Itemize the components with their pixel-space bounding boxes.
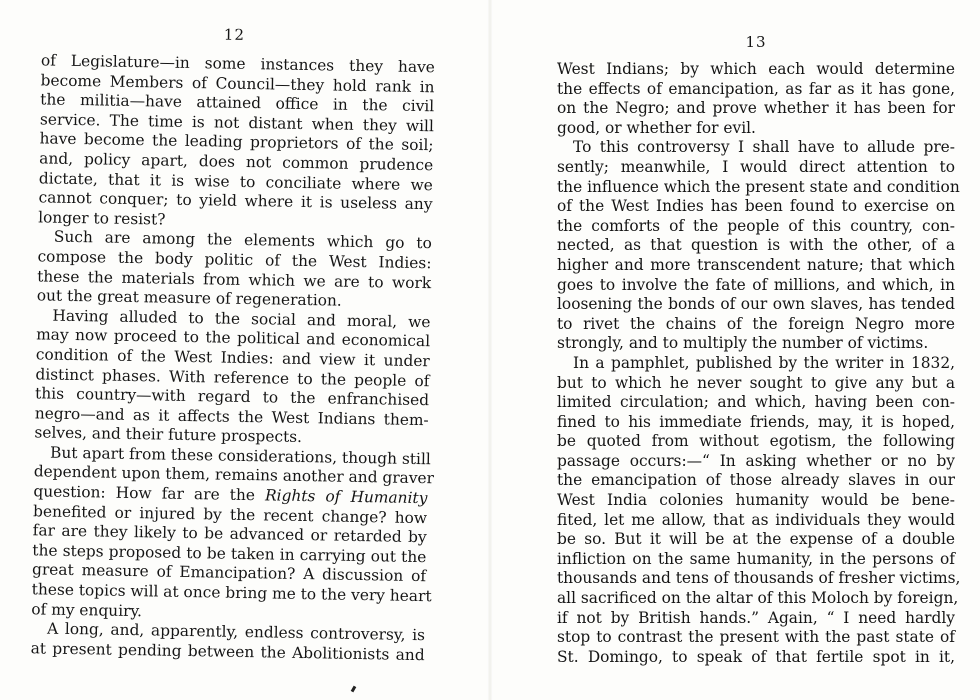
text-line — [557, 609, 955, 629]
text-line — [557, 413, 955, 433]
text-line-content: stop to contrast the present with the past state of — [557, 628, 955, 647]
text-line-content: but to which he never sought to give any but a — [557, 373, 955, 392]
text-line — [557, 550, 955, 570]
text-line — [557, 491, 955, 511]
text-line-content: fited, let me allow, that as individuals they would — [557, 510, 955, 529]
text-line-content: strongly, and to multiply the number of victims. — [557, 334, 929, 353]
text-line — [557, 374, 955, 394]
text-line-content: become Members of Council—they hold rank in — [40, 70, 435, 96]
text-line-content: infliction on the same humanity, in the persons of — [557, 549, 955, 568]
text-line-content: on the Negro; and prove whether it has been for — [557, 99, 955, 118]
text-line-content: all sacrificed on the altar of this Moloch by foreign, — [557, 589, 959, 608]
book-gutter — [487, 0, 493, 700]
text-line-content: the comforts of the people of this country, con- — [557, 216, 955, 235]
text-line-content: far are they likely to be advanced or retarded by — [32, 521, 427, 547]
text-line-content: longer to resist? — [38, 208, 166, 229]
text-line-content: fined to his immediate friends, may, it is hoped, — [557, 412, 955, 431]
text-line-content: West Indians; by which each would determine — [557, 60, 955, 78]
text-line-content: if not by British hands.” Again, “ I need hardly — [557, 608, 955, 627]
text-line-content: To this controversy I shall have to allude pre- — [573, 138, 955, 157]
italic-phrase: Rights of Humanity — [264, 486, 428, 508]
text-line-content: to rivet the chains of the foreign Negro more — [557, 314, 955, 333]
text-line — [557, 432, 955, 452]
text-line — [557, 60, 955, 80]
page-number-right: 13 — [745, 33, 767, 51]
text-line-content: the effects of emancipation, as far as it has gone, — [557, 79, 955, 98]
text-line — [557, 354, 955, 374]
text-line — [557, 80, 955, 100]
text-line-content: dependent upon them, remains another and graver — [33, 462, 435, 488]
text-line-content: the emancipation of those already slaves in our — [557, 471, 955, 490]
text-line — [557, 589, 959, 609]
text-line — [557, 119, 955, 139]
text-line-content: A long, and, apparently, endless controversy, is — [46, 619, 426, 645]
text-line — [557, 569, 961, 589]
text-line-content: West India colonies humanity would be bene- — [557, 491, 955, 510]
text-line — [557, 276, 955, 296]
text-line-content: limited circulation; and which, having been con- — [557, 393, 955, 412]
text-line — [557, 236, 955, 256]
text-line — [557, 158, 955, 178]
text-line — [557, 295, 955, 315]
text-line-content: condition of the West Indies: and view it under — [35, 345, 430, 371]
text-line-content: these topics will at once bring me to the very heart — [31, 580, 432, 606]
text-line-content: negro—and as it affects the West Indians them- — [34, 404, 429, 429]
left-page-text — [31, 51, 436, 665]
text-line-content: higher and more transcendent nature; that which — [557, 255, 955, 274]
text-line — [557, 197, 955, 217]
text-line-content: passage occurs:—“ In asking whether or no by — [557, 451, 955, 470]
text-line-content: be quoted from without egotism, the following — [557, 432, 955, 451]
text-line-content: this country—with regard to the enfranchised — [34, 384, 430, 410]
text-line-content: sently; meanwhile, I would direct attention to — [557, 157, 955, 176]
text-line-content: Such are among the elements which go to — [53, 227, 432, 253]
text-line — [557, 628, 955, 648]
text-line-content: out the great measure of regeneration. — [36, 286, 342, 310]
text-line — [557, 315, 955, 335]
text-line-content: and, policy apart, does not common prudence — [39, 149, 434, 175]
text-line-content: of the West Indies has been found to exercise on — [557, 197, 955, 216]
text-line-content: cannot conquer; to yield where it is useless any — [38, 188, 433, 214]
text-line-content: question: How far are the — [33, 482, 256, 505]
text-line-content: In a pamphlet, published by the writer in 1832, — [573, 353, 955, 372]
text-line-content: great measure of Emancipation? A discussion of — [31, 560, 427, 586]
text-line-content: Having alluded to the social and moral, we — [52, 306, 431, 331]
text-line-content: be so. But it will be at the expense of a double — [557, 530, 955, 549]
text-line — [557, 452, 955, 472]
text-line-content: loosening the bonds of our own slaves, has tended — [557, 295, 955, 314]
text-line-content: at present pending between the Abolitionists and — [30, 639, 425, 664]
text-line — [557, 530, 955, 550]
print-mark — [351, 686, 357, 693]
text-line-content: these the materials from which we are to work — [37, 266, 432, 292]
text-line-content: may now proceed to the political and economical — [36, 325, 431, 351]
text-line-content: good, or whether for evil. — [557, 118, 756, 137]
text-line — [557, 99, 955, 119]
text-line-content: thousands and tens of thousands of fresher victims, — [557, 569, 961, 588]
text-line — [557, 648, 955, 668]
text-line — [557, 471, 955, 491]
text-line-content: nected, as that question is with the other, of a — [557, 236, 955, 255]
text-line — [557, 334, 955, 354]
text-line — [557, 177, 960, 198]
text-line — [557, 217, 955, 237]
text-line — [557, 256, 955, 276]
text-line-content: selves, and their future prospects. — [34, 423, 303, 447]
text-line-content: the influence which the present state and condition — [557, 177, 960, 196]
text-line-content: have become the leading proprietors of the soil; — [39, 129, 434, 155]
text-line-content: of Legislature—in some instances they have — [40, 51, 436, 77]
text-line — [557, 138, 955, 158]
text-line-content: service. The time is not distant when they will — [39, 110, 435, 136]
page-number-left: 12 — [223, 25, 246, 44]
text-line — [557, 511, 955, 531]
text-line-content: compose the body politic of the West Indies: — [37, 247, 432, 273]
text-line — [557, 393, 955, 413]
text-line-content: benefited or injured by the recent change? how — [32, 501, 428, 527]
right-page-text — [557, 60, 961, 667]
left-page — [20, 0, 436, 664]
text-line-content: of my enquiry. — [31, 599, 143, 620]
text-line-content: the militia—have attained office in the civil — [40, 90, 435, 116]
text-line-content: dictate, that it is wise to conciliate where we — [38, 168, 433, 194]
text-line-content: But apart from these considerations, though still — [49, 443, 431, 469]
text-line-content: distinct phases. With reference to the people of — [35, 364, 430, 390]
text-line-content: the steps proposed to be taken in carrying out the — [32, 541, 427, 567]
text-line-content: goes to involve the fate of millions, and which, in — [557, 275, 955, 294]
text-line-content: St. Domingo, to speak of that fertile spot in it, — [557, 647, 955, 666]
